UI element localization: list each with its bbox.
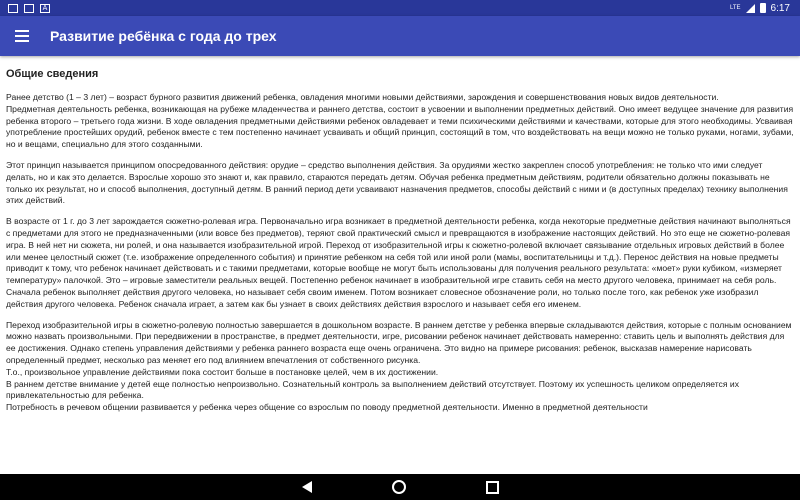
navigation-bar xyxy=(0,474,800,500)
paragraph: Переход изобразительной игры в сюжетно-ролевую полностью завершается в дошкольном возрасте. В раннем детстве у ребенка впервые складываются действия, которые с полным основанием можно назвать произвольными. При передвижении в пространстве, в предмет деятельности, игре, рисовании ребенок начинает действовать намеренно: ставить цель и выполнять действия для ее достижения. Однако степень управления действиями у ребенка раннего возраста еще очень ограничена. Это видно на примере рисования: ребенок, высказав намерение нарисовать определенный предмет, несколько раз меняет его под влиянием впечатления от собственного рисунка. xyxy=(6,319,792,365)
paragraph: В возрасте от 1 г. до 3 лет зарождается сюжетно-ролевая игра. Первоначально игра возникает в предметной деятельности ребенка, когда некоторые предметные действия начинают выполняться с предметами для этого не предназначенными (или вовсе без предметов), теряют свой практический смысл и превращаются в изображение настоящих действий. Но это еще не сюжетно-ролевая игра. В ней нет ни сюжета, ни ролей, и она называется изобразительной игрой. Переход от изобразительной игры к сюжетно-ролевой включает связывание отдельных игровых действий в более или менее целостный сюжет (т.е. изображение определенного события) и принятие ребенком на себя той или иной роли (мамы, воспитательницы и т.д.). Перенос действия на новые предметы приводит к тому, что ребенок начинает действовать и с такими предметами, которые вообще не могут быть использованы для получения реального результата: «моет» руки кубиком, «измеряет температуру» палочкой. Это – игровые заместители реальных вещей. Постепенно ребенок начинает в изобразительной игре ставить себя на место другого человека, принимает на себя роль. Сначала ребенок выполняет действия другого человека, но называет себя своим именем. Потом возникает словесное обозначение роли, но только после того, как ребенок уже изобразил действия другого человека. Ребенок сначала играет, а затем как бы узнает в своих действиях действия взрослого и называет себя его именем. xyxy=(6,216,791,309)
app-icon: A xyxy=(40,4,50,13)
notification-icon xyxy=(8,4,18,13)
back-triangle-icon[interactable] xyxy=(302,481,312,493)
app-title: Развитие ребёнка с года до трех xyxy=(50,28,277,44)
article-content[interactable] xyxy=(0,56,800,474)
status-bar-system xyxy=(730,3,800,14)
section-title: Общие сведения xyxy=(6,68,99,80)
paragraph: Предметная деятельность ребенка, возникающая на рубеже младенчества и раннего детства, состоит в усвоении и выполнении предметных действий. Оно имеет ведущее значение для развития ребенка второго – третьего года жизни. В ходе овладения предметными действиями ребенок овладевает и теми психическими действиями и качествами, которые для этого необходимы. Усваивая употребление простейших орудий, ребенок вместе с тем постепенно начинает усваивать и общий принцип, состоящий в том, что воздействовать на вещи можно не только руками, ногами, зубами, но и вещами, специально для этого созданными. xyxy=(6,103,794,150)
status-bar xyxy=(0,0,800,16)
status-bar-notifications xyxy=(0,4,50,13)
paragraph: В раннем детстве внимание у детей еще полностью непроизвольно. Сознательный контроль за выполнением действий отсутствует. Поэтому их успешность целиком определяется их привлекательностью для ребенка. xyxy=(6,378,739,401)
signal-icon xyxy=(746,4,755,13)
battery-icon xyxy=(760,3,766,13)
image-icon xyxy=(24,4,34,13)
recents-square-icon[interactable] xyxy=(486,481,499,494)
paragraph: Ранее детство (1 – 3 лет) – возраст бурного развития движений ребенка, овладения многими новыми действиями, зарождения и совершенствования новых видов деятельности. xyxy=(6,92,719,102)
home-circle-icon[interactable] xyxy=(392,480,406,494)
paragraph: Потребность в речевом общении развивается у ребенка через общение со взрослым по поводу предметной деятельности. Именно в предметной деятельности xyxy=(6,402,648,413)
paragraph: Этот принцип называется принципом опосредованного действия: орудие – средство выполнения действия. За орудиями жестко закреплен способ употребления: не только что ими следует делать, но и как это делается. Взрослые хорошо это знают и, как правило, стараются передать детям. Обучая ребенка предметным действиям, родители обязательно должны показывать не только их результат, но и способ выполнения, доступный детям. В ранний период дети усваивают назначения предметов, способы действий с ними и (в доступных пределах) технику выполнения этих действий. xyxy=(6,159,788,206)
status-time: 6:17 xyxy=(770,2,790,14)
hamburger-menu-icon[interactable] xyxy=(12,24,36,48)
network-label: LTE xyxy=(729,5,741,11)
app-bar xyxy=(0,16,800,56)
paragraph: Т.о., произвольное управление действиями пока состоит больше в постановке целей, чем в их достижении. xyxy=(6,366,439,377)
